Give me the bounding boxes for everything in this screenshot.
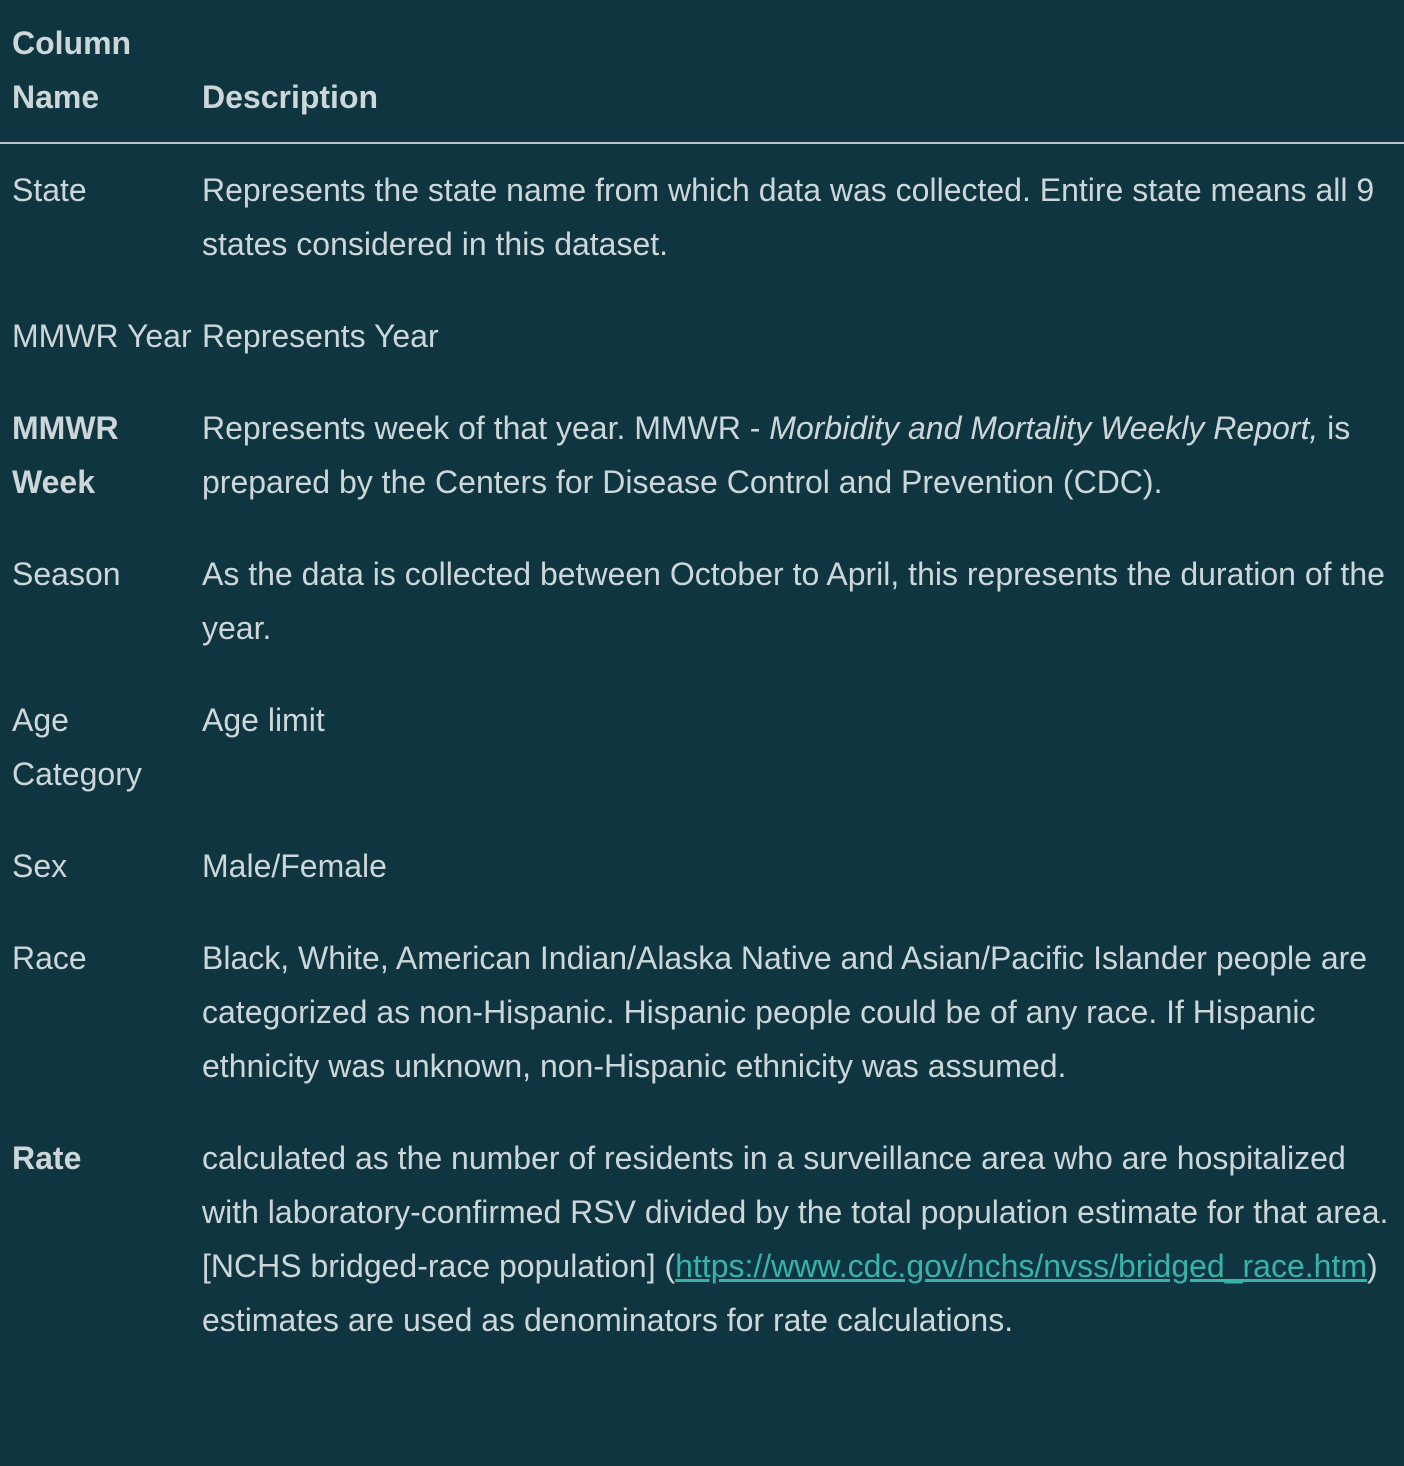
header-column-name: Column Name	[12, 25, 132, 115]
row-name: Rate	[12, 1140, 82, 1176]
row-description	[202, 401, 1404, 509]
row-description	[202, 1131, 1404, 1347]
row-name: Season	[12, 556, 121, 592]
row-name: MMWR Year	[12, 318, 192, 354]
table-row	[0, 1112, 1404, 1366]
table-row	[0, 820, 1404, 912]
table-row	[0, 290, 1404, 382]
description-text: is prepared by the Centers for Disease Control and Prevention (CDC).	[202, 410, 1351, 500]
row-name: State	[12, 172, 87, 208]
row-name: Race	[12, 940, 87, 976]
row-description: Age limit	[202, 702, 325, 738]
table-row	[0, 912, 1404, 1112]
description-text: calculated as the number of residents in a surveillance area who are hospitalized with laboratory-confirmed RSV divided by the total population estimate for that area. [NCHS bridged-race population] (	[202, 1140, 1389, 1284]
description-text: ) estimates are used as denominators for rate calculations.	[202, 1248, 1378, 1338]
row-description: Black, White, American Indian/Alaska Native and Asian/Pacific Islander people are categorized as non-Hispanic. Hispanic people could be of any race. If Hispanic ethnicity was unknown, non-Hispanic ethnicity was assumed.	[202, 940, 1368, 1084]
row-name: Age Category	[12, 702, 142, 792]
header-description: Description	[202, 79, 379, 115]
row-name: Sex	[12, 848, 68, 884]
row-description: Represents the state name from which data was collected. Entire state means all 9 states considered in this dataset.	[202, 172, 1375, 262]
table-header	[0, 0, 1404, 144]
table-row	[0, 674, 1404, 820]
table-row	[0, 382, 1404, 528]
description-text: Represents week of that year. MMWR -	[202, 410, 770, 446]
description-italic-text: Morbidity and Mortality Weekly Report,	[769, 410, 1319, 446]
table-row	[0, 528, 1404, 674]
row-name: MMWR Week	[12, 410, 119, 500]
nchs-bridged-race-link[interactable]: https://www.cdc.gov/nchs/nvss/bridged_race.htm	[675, 1248, 1367, 1284]
table-row	[0, 144, 1404, 290]
row-description: Represents Year	[202, 318, 439, 354]
row-description: As the data is collected between October to April, this represents the duration of the year.	[202, 556, 1385, 646]
row-description: Male/Female	[202, 848, 387, 884]
